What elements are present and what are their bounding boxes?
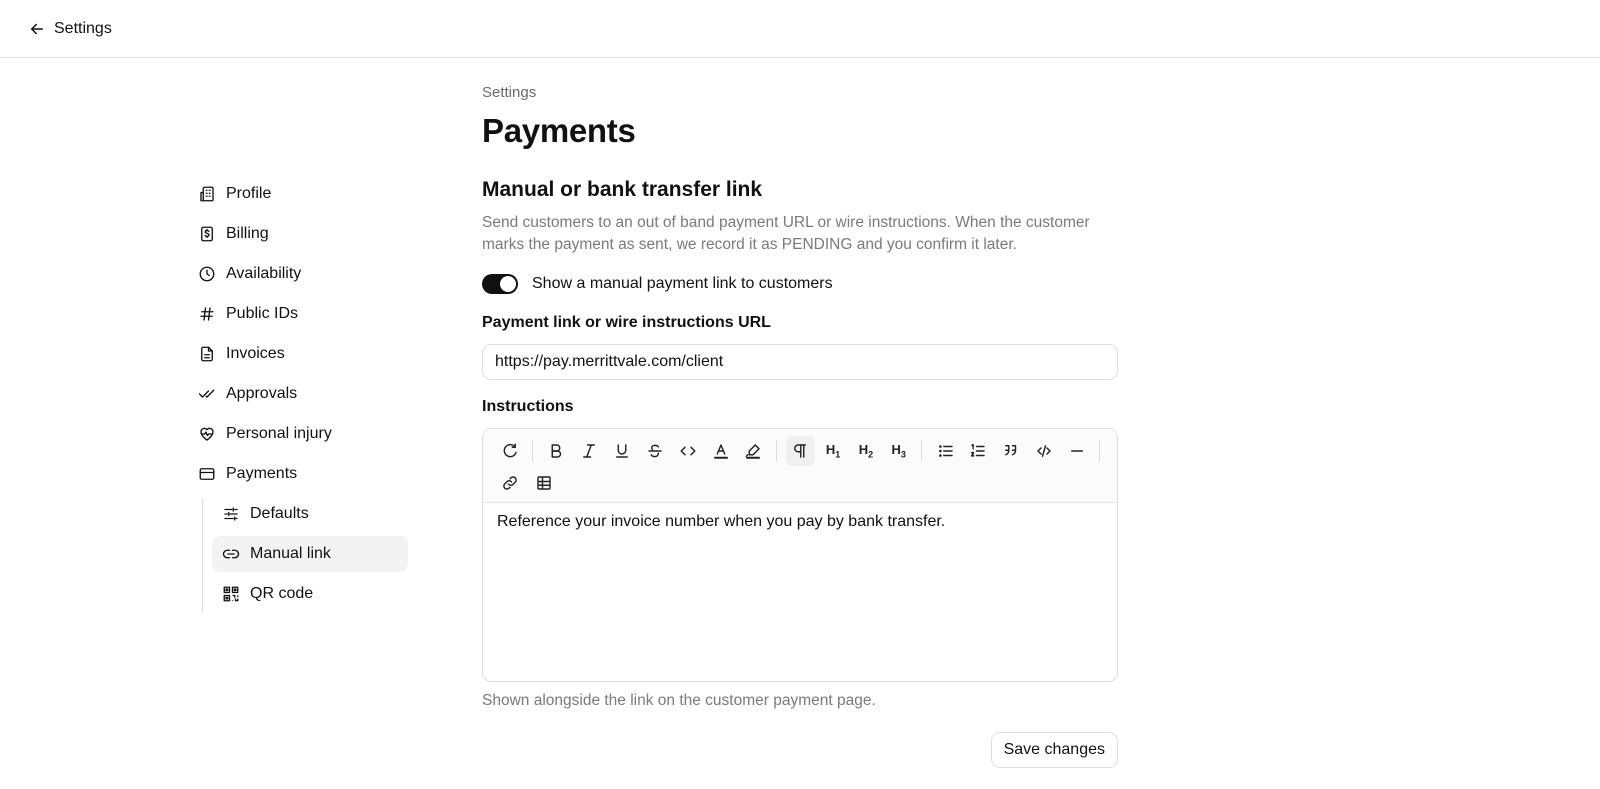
bullet-list-button[interactable]	[931, 436, 960, 466]
sidebar-item-invoices[interactable]	[196, 336, 412, 372]
text-color-button[interactable]	[706, 436, 735, 466]
pilcrow-icon	[791, 442, 809, 460]
sidebar-subitem-manual-link[interactable]	[212, 536, 408, 572]
highlighter-icon	[744, 442, 762, 460]
heading-2-icon	[859, 442, 873, 460]
sidebar-item-label: Approvals	[226, 385, 298, 402]
clock-icon	[198, 265, 216, 283]
sidebar-item-public-ids[interactable]	[196, 296, 412, 332]
heading-1-button[interactable]	[818, 436, 847, 466]
section-description: Send customers to an out of band payment URL or wire instructions. When the customer marks the payment as sent, we record it as PENDING and you confirm it later.	[482, 214, 1090, 253]
toggle-label: Show a manual payment link to customers	[532, 275, 833, 292]
manual-link-toggle[interactable]	[482, 274, 518, 294]
ordered-list-icon	[969, 442, 987, 460]
heading-1-number: 1	[835, 449, 841, 460]
sidebar-item-label: Payments	[226, 465, 298, 482]
back-label: Settings	[54, 19, 112, 37]
sidebar-item-label: Profile	[226, 185, 272, 202]
redo-button[interactable]	[495, 436, 524, 466]
bullet-list-icon	[937, 442, 955, 460]
double-check-icon	[198, 385, 216, 403]
payments-settings-main	[482, 84, 1118, 768]
editor-toolbar	[483, 429, 1117, 503]
sidebar-item-label: Availability	[226, 265, 302, 282]
highlight-button[interactable]	[739, 436, 768, 466]
credit-card-icon	[198, 465, 216, 483]
link-icon	[222, 545, 240, 563]
sidebar-item-profile[interactable]	[196, 176, 412, 212]
sidebar-item-billing[interactable]	[196, 216, 412, 252]
underline-icon	[613, 442, 631, 460]
url-field-label: Payment link or wire instructions URL	[482, 314, 771, 331]
heading-3-letter: H	[891, 442, 901, 458]
sidebar-subitem-label: Defaults	[250, 505, 309, 522]
horizontal-rule-icon	[1068, 442, 1086, 460]
bold-icon	[547, 442, 565, 460]
italic-icon	[580, 442, 598, 460]
heading-2-button[interactable]	[851, 436, 880, 466]
redo-icon	[501, 442, 519, 460]
heading-1-letter: H	[825, 442, 836, 458]
building-icon	[198, 185, 216, 203]
sidebar-item-label: Invoices	[226, 345, 285, 362]
strikethrough-button[interactable]	[640, 436, 669, 466]
insert-table-button[interactable]	[529, 468, 559, 498]
heading-2-number: 2	[868, 449, 874, 460]
underline-button[interactable]	[607, 436, 636, 466]
heart-pulse-icon	[198, 425, 216, 443]
sliders-icon	[222, 505, 240, 523]
ordered-list-button[interactable]	[964, 436, 993, 466]
page-title: Payments	[482, 112, 636, 149]
sidebar-item-availability[interactable]	[196, 256, 412, 292]
horizontal-rule-button[interactable]	[1062, 436, 1091, 466]
instructions-helper-text: Shown alongside the link on the customer payment page.	[482, 692, 876, 709]
hash-icon	[198, 305, 216, 323]
paragraph-button[interactable]	[786, 436, 815, 466]
code-icon	[679, 442, 697, 460]
instructions-editor	[482, 428, 1118, 682]
strikethrough-icon	[646, 442, 664, 460]
code-block-icon	[1035, 442, 1053, 460]
settings-sidebar	[196, 176, 412, 616]
payment-url-input[interactable]	[482, 344, 1118, 380]
bold-button[interactable]	[542, 436, 571, 466]
top-bar	[0, 0, 1600, 58]
instructions-label: Instructions	[482, 398, 574, 415]
sidebar-subitem-defaults[interactable]	[212, 496, 408, 532]
toolbar-divider	[921, 440, 922, 462]
back-to-settings-button[interactable]	[28, 20, 112, 38]
heading-3-button[interactable]	[884, 436, 913, 466]
sidebar-subitem-label: Manual link	[250, 545, 331, 562]
heading-2-letter: H	[858, 442, 869, 458]
toolbar-divider	[1099, 440, 1100, 462]
inline-code-button[interactable]	[673, 436, 702, 466]
italic-button[interactable]	[575, 436, 604, 466]
sidebar-item-personal-injury[interactable]	[196, 416, 412, 452]
document-icon	[198, 345, 216, 363]
text-color-icon	[712, 442, 730, 460]
sidebar-subitem-qr-code[interactable]	[212, 576, 408, 612]
section-title: Manual or bank transfer link	[482, 178, 763, 201]
save-row	[482, 732, 1118, 768]
quote-icon	[1002, 442, 1020, 460]
sidebar-item-label: Public IDs	[226, 305, 299, 322]
insert-link-button[interactable]	[495, 468, 525, 498]
instructions-editor-content[interactable]: Reference your invoice number when you pay by bank transfer.	[497, 513, 946, 530]
qr-code-icon	[222, 585, 240, 603]
sidebar-item-payments[interactable]	[196, 456, 412, 492]
blockquote-button[interactable]	[997, 436, 1026, 466]
heading-1-icon	[826, 442, 840, 460]
save-changes-button[interactable]: Save changes	[991, 732, 1118, 768]
sidebar-subitem-label: QR code	[250, 585, 314, 602]
table-icon	[535, 474, 553, 492]
sidebar-item-label: Personal injury	[226, 425, 332, 442]
toolbar-divider	[532, 440, 533, 462]
sidebar-item-approvals[interactable]	[196, 376, 412, 412]
toolbar-divider	[776, 440, 777, 462]
breadcrumb: Settings	[482, 84, 537, 101]
sidebar-item-label: Billing	[226, 225, 269, 242]
heading-3-number: 3	[900, 449, 906, 460]
invoice-dollar-icon	[198, 225, 216, 243]
toggle-knob	[500, 276, 516, 292]
link-icon	[501, 474, 519, 492]
heading-3-icon	[892, 442, 906, 460]
payments-subnav	[202, 496, 412, 612]
arrow-left-icon	[28, 20, 46, 38]
manual-link-toggle-row	[482, 272, 1118, 296]
code-block-button[interactable]	[1029, 436, 1058, 466]
